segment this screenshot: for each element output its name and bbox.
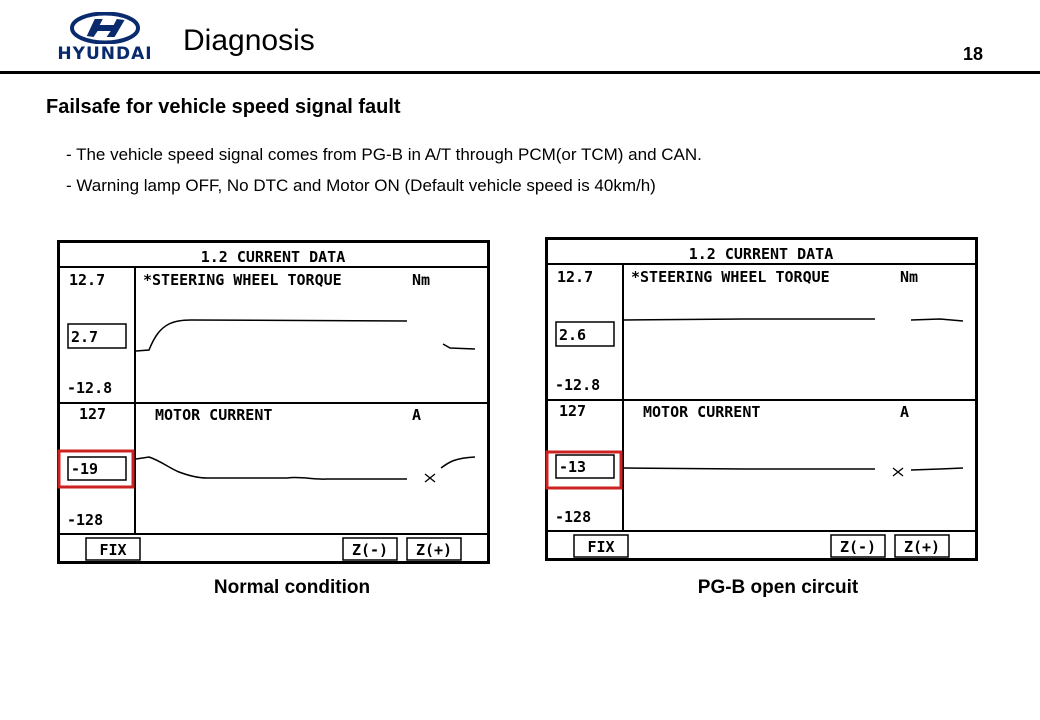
scan-panel-normal: [57, 240, 490, 564]
fix-button-label[interactable]: FIX: [587, 538, 615, 556]
bullet-warning-lamp: - Warning lamp OFF, No DTC and Motor ON (Default vehicle speed is 40km/h): [66, 176, 656, 195]
fix-button-label[interactable]: FIX: [99, 541, 127, 559]
graph-name: *STEERING WHEEL TORQUE: [631, 268, 830, 286]
graph-max: 12.7: [69, 271, 106, 289]
bullet-signal-source: - The vehicle speed signal comes from PG-B in A/T through PCM(or TCM) and CAN.: [66, 145, 702, 164]
graph-max: 127: [559, 402, 587, 420]
page-title: Diagnosis: [183, 24, 315, 57]
caption-pgb-open: PG-B open circuit: [697, 577, 859, 598]
hyundai-emblem-icon: [70, 12, 140, 44]
caption-normal: Normal condition: [213, 577, 371, 598]
panel-header: 1.2 CURRENT DATA: [200, 248, 346, 266]
graph-max: 12.7: [557, 268, 594, 286]
graph-max: 127: [79, 405, 107, 423]
hyundai-logo: [56, 12, 154, 62]
panel-header: 1.2 CURRENT DATA: [688, 245, 834, 263]
zoom-in-button-label[interactable]: Z(+): [415, 541, 453, 559]
graph-current-value: 2.7: [71, 328, 99, 346]
page-number: 18: [963, 44, 984, 64]
logo-wordmark: HYUNDAI: [57, 44, 153, 64]
graph-min: -12.8: [67, 379, 113, 397]
scan-panel-pgb-open: [545, 237, 978, 561]
header-divider: [0, 71, 1040, 74]
section-heading: Failsafe for vehicle speed signal fault: [46, 96, 401, 118]
graph-unit: A: [900, 403, 910, 421]
graph-min: -128: [67, 511, 104, 529]
graph-unit: Nm: [900, 268, 919, 286]
graph-min: -12.8: [555, 376, 601, 394]
graph-current-value: -19: [71, 460, 99, 478]
graph-current-value: 2.6: [559, 326, 587, 344]
graph-name: MOTOR CURRENT: [643, 403, 761, 421]
graph-unit: A: [412, 406, 422, 424]
graph-min: -128: [555, 508, 592, 526]
zoom-out-button-label[interactable]: Z(-): [839, 538, 877, 556]
zoom-in-button-label[interactable]: Z(+): [903, 538, 941, 556]
graph-current-value: -13: [559, 458, 587, 476]
zoom-out-button-label[interactable]: Z(-): [351, 541, 389, 559]
graph-name: *STEERING WHEEL TORQUE: [143, 271, 342, 289]
graph-unit: Nm: [412, 271, 431, 289]
graph-name: MOTOR CURRENT: [155, 406, 273, 424]
